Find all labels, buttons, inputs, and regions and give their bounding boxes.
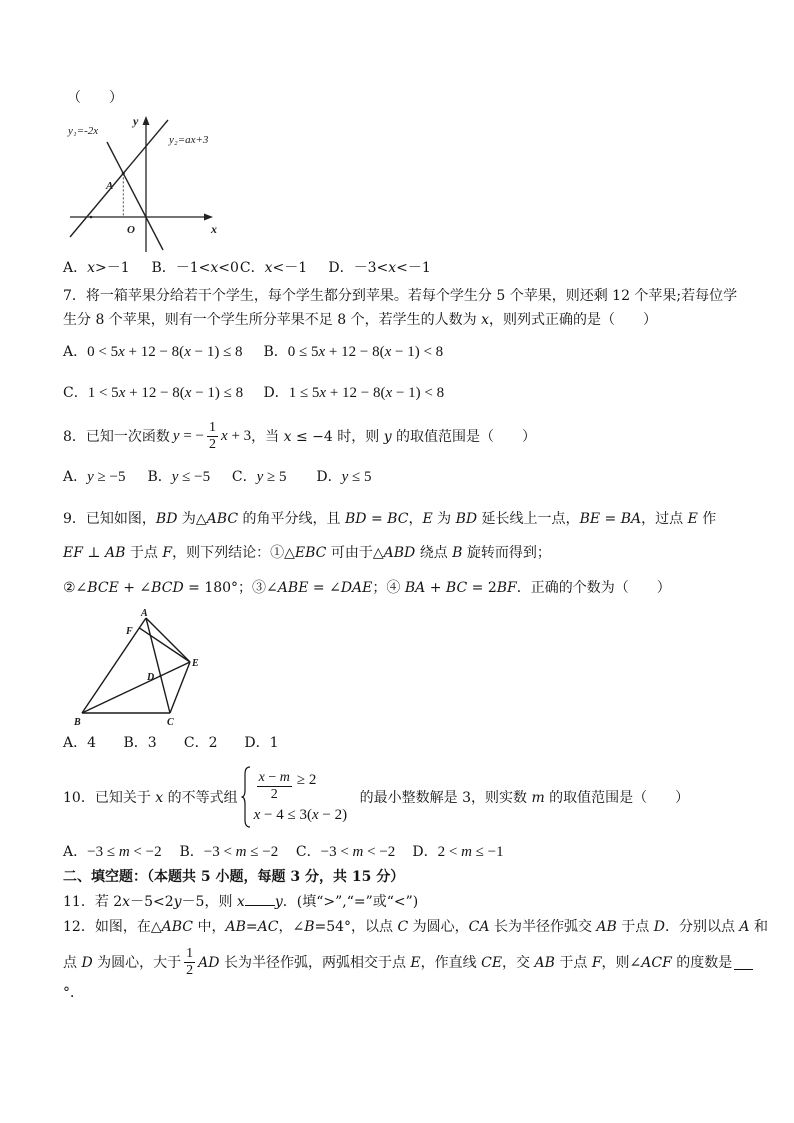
q10-stem <box>63 765 689 829</box>
option-d <box>263 383 459 403</box>
option-label: B． <box>263 344 288 360</box>
option-label: A． <box>63 735 88 751</box>
x-axis-arrow <box>204 214 213 221</box>
option-c <box>296 842 408 862</box>
q12-stem-line1: 12．如图，在△ABC 中，AB=AC，∠B=54°，以点 C 为圆心，CA 长为半径作弧交 AB 于点 D．分别以点 A 和 <box>63 919 768 935</box>
option-expr: −3 < m ≤ −2 <box>203 844 279 860</box>
option-expr: −3 < m < −2 <box>320 844 396 860</box>
option-expr: 4 <box>87 735 97 751</box>
option-c <box>240 258 324 278</box>
system-line2: x − 4 ≤ 3(x − 2) <box>253 807 348 823</box>
option-expr: －1<x<0 <box>175 260 239 276</box>
option-d <box>244 733 300 753</box>
q8-fraction <box>207 420 218 453</box>
option-a <box>63 842 175 862</box>
option-label: C． <box>239 260 265 276</box>
option-label: B． <box>123 735 148 751</box>
q8-prefix: 8．已知一次函数 <box>63 429 170 445</box>
option-b <box>263 342 459 362</box>
option-expr: x>－1 <box>87 260 130 276</box>
segment-ac <box>146 618 170 713</box>
option-label: A． <box>63 344 88 360</box>
label-e: E <box>192 658 199 669</box>
q12-stem-line2 <box>63 944 753 980</box>
x-intercept-point <box>90 216 93 219</box>
option-d <box>328 258 431 278</box>
fraction-numerator: x − m <box>258 770 290 785</box>
option-expr: 0 < 5x + 12 − 8(x − 1) ≤ 8 <box>87 344 243 360</box>
line-y2 <box>70 120 168 237</box>
option-b <box>123 733 179 753</box>
q9-triangle-figure <box>70 606 205 728</box>
option-label: C． <box>231 469 257 485</box>
q11-before-blank: 11．若 2x－5<2y－5，则 x <box>63 894 245 910</box>
q12-stem-line3: °． <box>63 985 84 1001</box>
q8-expr-left: y = − <box>172 427 205 444</box>
option-label: C． <box>183 735 209 751</box>
q9-stem-line2: EF ⊥ AB 于点 F，则下列结论：①△EBC 可由于△ABD 绕点 B 旋转而得到； <box>63 545 551 561</box>
y2-label: y₂=ax+3 <box>169 134 209 146</box>
label-c: C <box>167 717 174 728</box>
option-label: C． <box>63 385 88 401</box>
q12-fraction <box>184 946 195 979</box>
q10-options <box>63 842 524 862</box>
fraction-denominator: 2 <box>209 436 217 452</box>
option-b <box>147 467 227 487</box>
section-heading: 二、填空题：（本题共 5 小题，每题 3 分，共 15 分） <box>63 869 405 885</box>
fraction-numerator: 1 <box>186 945 194 961</box>
y-axis-label: y <box>133 114 139 128</box>
option-a <box>63 467 143 487</box>
option-d <box>412 842 524 862</box>
option-label: A． <box>63 469 88 485</box>
option-c <box>184 733 240 753</box>
inequality-system <box>254 770 354 824</box>
option-label: D． <box>328 260 354 276</box>
q7-options-ab <box>63 342 459 362</box>
q10-prefix: 10．已知关于 x 的不等式组 <box>63 790 238 806</box>
option-d <box>316 467 396 487</box>
q8-suffix: ，当 x ≤ −4 时，则 y 的取值范围是（ ） <box>251 429 537 445</box>
label-f: F <box>126 626 133 637</box>
label-d: D <box>147 672 155 683</box>
option-expr: y ≥ 5 <box>256 469 287 485</box>
point-a-label: A <box>106 180 114 192</box>
q9-options <box>63 733 300 753</box>
option-label: A． <box>63 260 88 276</box>
origin-label: O <box>127 224 135 236</box>
q7-stem-line2: 生分 8 个苹果，则有一个学生所分苹果不足 8 个，若学生的人数为 x，则列式正确的是（ ） <box>63 312 657 328</box>
q6-function-graph <box>65 112 230 254</box>
q8-expr-right: x + 3 <box>221 427 252 444</box>
x-axis-label: x <box>211 222 217 236</box>
segment-ab <box>82 618 146 713</box>
q6-options <box>63 258 431 278</box>
system-line1-relation: ≥ 2 <box>296 772 317 788</box>
option-label: D． <box>316 469 342 485</box>
point-d <box>159 675 161 677</box>
option-a <box>63 258 147 278</box>
fraction-numerator: 1 <box>209 419 217 435</box>
option-expr: 1 ≤ 5x + 12 − 8(x − 1) < 8 <box>288 385 445 401</box>
q8-stem <box>63 418 536 454</box>
y1-label: y₁=-2x <box>68 125 99 137</box>
option-label: B． <box>147 469 172 485</box>
label-a: A <box>141 608 148 619</box>
q11-answer-blank <box>245 891 275 906</box>
option-expr: x<－1 <box>264 260 308 276</box>
q6-answer-bracket: （ ） <box>67 90 123 106</box>
segment-ef <box>139 628 190 662</box>
option-b <box>179 842 291 862</box>
option-expr: 1 < 5x + 12 − 8(x − 1) ≤ 8 <box>87 385 244 401</box>
intersection-point <box>122 172 125 175</box>
q12-answer-blank <box>734 955 753 970</box>
q12-line2-after: AD 长为半径作弧，两弧相交于点 E，作直线 CE，交 AB 于点 F，则∠ACF 的度数是 <box>198 955 733 971</box>
line-y1 <box>107 142 163 250</box>
fraction-denominator: 2 <box>186 962 194 978</box>
option-label: D． <box>412 844 438 860</box>
q12-line2-before: 点 D 为圆心，大于 <box>63 955 182 971</box>
q10-suffix: 的最小整数解是 3，则实数 m 的取值范围是（ ） <box>359 790 690 806</box>
option-label: D． <box>263 385 289 401</box>
q7-options-cd <box>63 383 459 403</box>
option-c <box>232 467 312 487</box>
label-b: B <box>74 717 81 728</box>
fraction-denominator: 2 <box>270 787 278 802</box>
option-expr: 3 <box>147 735 157 751</box>
system-line1 <box>254 770 354 803</box>
q8-options <box>63 467 396 487</box>
q11-after-blank: y．(填“>”,“=”或“<”) <box>274 894 419 910</box>
segment-be <box>82 662 190 713</box>
option-label: B． <box>179 844 204 860</box>
system-fraction <box>257 770 292 803</box>
option-c <box>63 383 259 403</box>
option-expr: 2 < m ≤ −1 <box>437 844 504 860</box>
option-label: C． <box>295 844 321 860</box>
option-label: B． <box>151 260 176 276</box>
segment-ae <box>146 618 190 662</box>
option-expr: －3<x<－1 <box>353 260 431 276</box>
option-expr: 2 <box>208 735 218 751</box>
option-expr: 0 ≤ 5x + 12 − 8(x − 1) < 8 <box>287 344 444 360</box>
q9-stem-line1: 9．已知如图，BD 为△ABC 的角平分线，且 BD = BC，E 为 BD 延长线上一点，BE = BA，过点 E 作 <box>63 511 717 527</box>
option-label: D． <box>244 735 270 751</box>
system-brace <box>241 766 251 828</box>
option-expr: y ≤ −5 <box>171 469 211 485</box>
option-expr: y ≥ −5 <box>87 469 126 485</box>
option-expr: y ≤ 5 <box>341 469 372 485</box>
option-expr: −3 ≤ m < −2 <box>87 844 162 860</box>
y-axis-arrow <box>143 116 150 125</box>
option-label: A． <box>63 844 88 860</box>
q11-stem <box>63 891 418 911</box>
option-a <box>63 342 259 362</box>
option-a <box>63 733 119 753</box>
option-expr: 1 <box>269 735 279 751</box>
option-b <box>151 258 239 278</box>
q9-stem-line3: ②∠BCE + ∠BCD = 180°；③∠ABE = ∠DAE；④ BA + BC = 2BF．正确的个数为（ ） <box>63 580 671 596</box>
q7-stem-line1: 7．将一箱苹果分给若干个学生，每个学生都分到苹果。若每个学生分 5 个苹果，则还剩 12 个苹果;若每位学 <box>63 288 738 304</box>
